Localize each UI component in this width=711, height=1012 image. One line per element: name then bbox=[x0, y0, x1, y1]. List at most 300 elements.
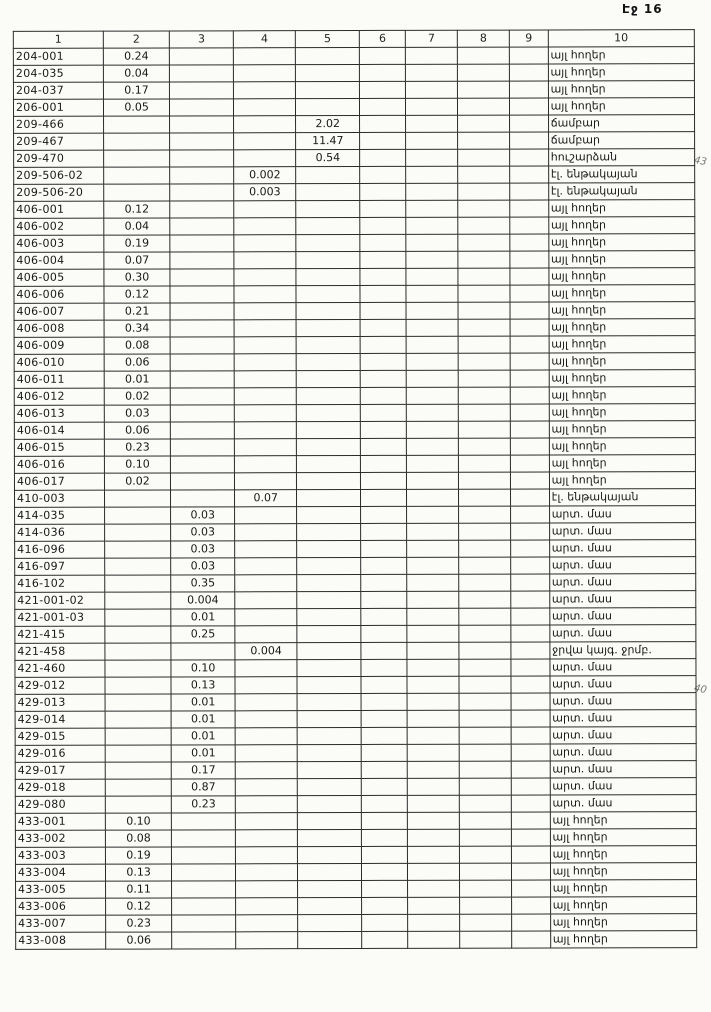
value-cell bbox=[362, 931, 408, 948]
table-row bbox=[14, 268, 695, 287]
code-cell: 204-001 bbox=[13, 48, 103, 65]
value-cell bbox=[103, 133, 170, 150]
value-cell bbox=[105, 626, 172, 643]
category-cell: այլ հողեր bbox=[549, 302, 695, 319]
value-cell bbox=[362, 880, 408, 897]
value-cell bbox=[296, 200, 360, 217]
table-row bbox=[15, 676, 696, 695]
value-cell bbox=[298, 914, 362, 931]
value-cell bbox=[510, 64, 548, 81]
value-cell bbox=[511, 455, 549, 472]
value-cell bbox=[104, 490, 171, 507]
value-cell bbox=[235, 626, 298, 643]
value-cell bbox=[172, 881, 236, 898]
value-cell bbox=[105, 779, 172, 796]
category-cell: արտ. մաս bbox=[550, 693, 696, 710]
value-cell bbox=[104, 558, 171, 575]
value-cell bbox=[235, 796, 298, 813]
value-cell bbox=[359, 98, 405, 115]
value-cell bbox=[296, 166, 360, 183]
value-cell bbox=[234, 150, 297, 167]
category-cell: այլ հողեր bbox=[549, 353, 695, 370]
category-cell: այլ հողեր bbox=[550, 931, 696, 948]
value-cell bbox=[406, 302, 457, 319]
value-cell bbox=[296, 98, 360, 115]
category-cell: այլ հողեր bbox=[550, 829, 696, 846]
value-cell bbox=[459, 693, 511, 710]
value-cell bbox=[408, 812, 459, 829]
value-cell bbox=[298, 727, 362, 744]
category-cell: այլ հողեր bbox=[548, 200, 694, 217]
value-cell bbox=[511, 506, 549, 523]
value-cell bbox=[458, 506, 510, 523]
value-cell: 0.23 bbox=[105, 915, 172, 932]
category-cell: արտ. մաս bbox=[550, 795, 696, 812]
table-row bbox=[14, 251, 695, 270]
value-cell bbox=[234, 524, 297, 541]
category-cell: էլ. ենթակայան bbox=[548, 183, 694, 200]
value-cell bbox=[407, 591, 458, 608]
value-cell bbox=[296, 234, 360, 251]
code-cell: 414-036 bbox=[15, 524, 105, 541]
value-cell bbox=[234, 269, 297, 286]
value-cell: 0.35 bbox=[171, 575, 235, 592]
value-cell bbox=[361, 608, 407, 625]
category-cell: այլ հողեր bbox=[549, 404, 695, 421]
value-cell bbox=[233, 48, 296, 65]
value-cell bbox=[458, 523, 510, 540]
value-cell bbox=[458, 438, 510, 455]
value-cell bbox=[512, 880, 550, 897]
category-cell: արտ. մաս bbox=[549, 557, 695, 574]
value-cell bbox=[406, 47, 457, 64]
value-cell bbox=[407, 438, 458, 455]
table-row bbox=[14, 200, 695, 219]
value-cell bbox=[458, 336, 510, 353]
category-cell: այլ հողեր bbox=[550, 846, 696, 863]
value-cell bbox=[406, 251, 457, 268]
value-cell bbox=[170, 201, 234, 218]
table-row bbox=[15, 642, 696, 661]
value-cell bbox=[408, 846, 459, 863]
value-cell bbox=[407, 642, 458, 659]
column-header: 8 bbox=[457, 30, 509, 47]
value-cell bbox=[235, 592, 298, 609]
code-cell: 433-005 bbox=[16, 881, 106, 898]
value-cell bbox=[235, 745, 298, 762]
code-cell: 406-003 bbox=[14, 235, 104, 252]
value-cell bbox=[298, 846, 362, 863]
value-cell bbox=[170, 252, 234, 269]
code-cell: 406-014 bbox=[14, 422, 104, 439]
value-cell bbox=[298, 931, 362, 948]
value-cell bbox=[511, 523, 549, 540]
table-row bbox=[15, 846, 696, 865]
value-cell bbox=[407, 693, 458, 710]
code-cell: 433-004 bbox=[15, 864, 105, 881]
value-cell bbox=[235, 541, 298, 558]
value-cell: 0.23 bbox=[172, 796, 236, 813]
value-cell bbox=[406, 149, 457, 166]
value-cell bbox=[407, 404, 458, 421]
value-cell: 0.24 bbox=[103, 48, 170, 65]
value-cell bbox=[458, 200, 510, 217]
value-cell bbox=[511, 557, 549, 574]
category-cell: արտ. մաս bbox=[550, 778, 696, 795]
value-cell bbox=[298, 897, 362, 914]
category-cell: այլ հողեր bbox=[549, 387, 695, 404]
code-cell: 209-466 bbox=[14, 116, 104, 133]
value-cell bbox=[360, 166, 406, 183]
table-row bbox=[16, 880, 697, 899]
category-cell: այլ հողեր bbox=[550, 880, 696, 897]
table-row bbox=[14, 353, 695, 372]
value-cell bbox=[361, 829, 407, 846]
value-cell bbox=[297, 642, 361, 659]
value-cell bbox=[235, 813, 298, 830]
value-cell bbox=[297, 557, 361, 574]
value-cell bbox=[510, 353, 548, 370]
table-row bbox=[14, 319, 695, 338]
value-cell bbox=[171, 473, 235, 490]
value-cell bbox=[511, 642, 549, 659]
value-cell bbox=[459, 744, 511, 761]
column-header: 1 bbox=[13, 31, 103, 48]
table-row bbox=[14, 404, 695, 423]
value-cell bbox=[171, 354, 235, 371]
value-cell bbox=[510, 319, 548, 336]
value-cell: 0.01 bbox=[171, 728, 235, 745]
value-cell bbox=[103, 150, 170, 167]
value-cell bbox=[407, 421, 458, 438]
value-cell bbox=[170, 48, 234, 65]
table-row bbox=[15, 863, 696, 882]
value-cell bbox=[234, 286, 297, 303]
value-cell bbox=[360, 455, 406, 472]
value-cell bbox=[361, 846, 407, 863]
value-cell bbox=[170, 65, 234, 82]
value-cell bbox=[457, 47, 509, 64]
value-cell bbox=[510, 336, 548, 353]
code-cell: 429-016 bbox=[15, 745, 105, 762]
code-cell: 429-013 bbox=[15, 694, 105, 711]
value-cell: 0.02 bbox=[104, 473, 171, 490]
value-cell bbox=[510, 115, 548, 132]
category-cell: ճամբար bbox=[548, 132, 694, 149]
value-cell bbox=[407, 472, 458, 489]
category-cell: արտ. մաս bbox=[550, 710, 696, 727]
code-cell: 406-005 bbox=[14, 269, 104, 286]
table-row bbox=[15, 727, 696, 746]
code-cell: 206-001 bbox=[13, 99, 103, 116]
category-cell: այլ հողեր bbox=[548, 217, 694, 234]
value-cell bbox=[297, 591, 361, 608]
value-cell: 0.11 bbox=[105, 881, 172, 898]
value-cell bbox=[170, 320, 234, 337]
value-cell bbox=[105, 643, 172, 660]
code-cell: 421-458 bbox=[15, 643, 105, 660]
value-cell bbox=[361, 591, 407, 608]
value-cell bbox=[234, 235, 297, 252]
table-row bbox=[15, 761, 696, 780]
value-cell bbox=[298, 744, 362, 761]
table-row bbox=[13, 47, 694, 66]
value-cell bbox=[235, 881, 298, 898]
value-cell bbox=[235, 864, 298, 881]
value-cell bbox=[457, 149, 509, 166]
column-header: 7 bbox=[406, 30, 457, 47]
value-cell bbox=[296, 268, 360, 285]
value-cell bbox=[458, 234, 510, 251]
value-cell bbox=[234, 303, 297, 320]
table-header-row bbox=[13, 30, 694, 49]
value-cell bbox=[172, 932, 236, 949]
value-cell bbox=[296, 217, 360, 234]
value-cell bbox=[510, 285, 548, 302]
value-cell: 0.03 bbox=[171, 558, 235, 575]
code-cell: 209-506-02 bbox=[14, 167, 104, 184]
value-cell bbox=[234, 320, 297, 337]
value-cell: 0.10 bbox=[171, 660, 235, 677]
value-cell: 0.03 bbox=[104, 405, 171, 422]
table-row bbox=[14, 132, 695, 151]
value-cell bbox=[360, 302, 406, 319]
category-cell: այլ հողեր bbox=[549, 472, 695, 489]
table-row bbox=[14, 217, 695, 236]
value-cell bbox=[458, 489, 510, 506]
value-cell: 0.06 bbox=[104, 354, 171, 371]
value-cell bbox=[512, 761, 550, 778]
value-cell: 0.13 bbox=[171, 677, 235, 694]
value-cell bbox=[103, 184, 170, 201]
value-cell: 0.05 bbox=[103, 99, 170, 116]
value-cell: 0.19 bbox=[104, 235, 171, 252]
value-cell bbox=[360, 251, 406, 268]
value-cell bbox=[234, 473, 297, 490]
value-cell bbox=[512, 846, 550, 863]
value-cell bbox=[170, 116, 234, 133]
value-cell bbox=[406, 268, 457, 285]
value-cell bbox=[407, 387, 458, 404]
table-row bbox=[15, 608, 696, 627]
value-cell bbox=[170, 184, 234, 201]
table-row bbox=[15, 523, 696, 542]
value-cell bbox=[459, 557, 511, 574]
table-row bbox=[15, 557, 696, 576]
table-row bbox=[16, 931, 697, 950]
value-cell bbox=[297, 319, 361, 336]
value-cell bbox=[236, 915, 299, 932]
value-cell: 0.12 bbox=[104, 201, 171, 218]
code-cell: 406-007 bbox=[14, 303, 104, 320]
value-cell bbox=[171, 405, 235, 422]
table-row bbox=[14, 370, 695, 389]
table-row bbox=[15, 812, 696, 831]
code-cell: 406-002 bbox=[14, 218, 104, 235]
value-cell bbox=[459, 795, 511, 812]
value-cell bbox=[362, 897, 408, 914]
value-cell bbox=[512, 931, 550, 948]
value-cell bbox=[360, 370, 406, 387]
value-cell bbox=[361, 744, 407, 761]
value-cell bbox=[511, 676, 549, 693]
value-cell bbox=[459, 710, 511, 727]
value-cell bbox=[234, 405, 297, 422]
value-cell bbox=[510, 217, 548, 234]
value-cell bbox=[510, 132, 548, 149]
value-cell bbox=[298, 880, 362, 897]
value-cell: 0.07 bbox=[234, 490, 297, 507]
value-cell bbox=[406, 115, 457, 132]
value-cell bbox=[408, 829, 459, 846]
value-cell bbox=[171, 422, 235, 439]
code-cell: 406-001 bbox=[14, 201, 104, 218]
value-cell: 0.30 bbox=[104, 269, 171, 286]
value-cell bbox=[361, 761, 407, 778]
value-cell bbox=[172, 830, 236, 847]
value-cell bbox=[459, 574, 511, 591]
value-cell bbox=[512, 897, 550, 914]
value-cell bbox=[406, 183, 457, 200]
value-cell bbox=[511, 693, 549, 710]
value-cell bbox=[361, 778, 407, 795]
value-cell bbox=[458, 217, 510, 234]
value-cell bbox=[359, 64, 405, 81]
value-cell bbox=[361, 795, 407, 812]
value-cell bbox=[407, 455, 458, 472]
category-cell: արտ. մաս bbox=[549, 591, 695, 608]
value-cell bbox=[459, 914, 511, 931]
table-body bbox=[13, 47, 696, 950]
value-cell bbox=[407, 506, 458, 523]
value-cell bbox=[104, 541, 171, 558]
table-row bbox=[13, 98, 694, 117]
value-cell bbox=[105, 711, 172, 728]
value-cell bbox=[297, 438, 361, 455]
value-cell bbox=[361, 863, 407, 880]
category-cell: այլ հողեր bbox=[549, 421, 695, 438]
category-cell: այլ հողեր bbox=[549, 370, 695, 387]
value-cell bbox=[171, 456, 235, 473]
value-cell: 0.02 bbox=[104, 388, 171, 405]
value-cell bbox=[171, 490, 235, 507]
category-cell: արտ. մաս bbox=[549, 625, 695, 642]
value-cell bbox=[360, 387, 406, 404]
value-cell bbox=[511, 659, 549, 676]
value-cell bbox=[104, 507, 171, 524]
table-row bbox=[15, 489, 696, 508]
value-cell bbox=[234, 422, 297, 439]
value-cell bbox=[361, 506, 407, 523]
value-cell bbox=[406, 132, 457, 149]
value-cell bbox=[510, 81, 548, 98]
value-cell bbox=[408, 795, 459, 812]
code-cell: 416-097 bbox=[15, 558, 105, 575]
value-cell bbox=[407, 608, 458, 625]
value-cell bbox=[297, 523, 361, 540]
value-cell bbox=[296, 302, 360, 319]
value-cell bbox=[511, 438, 549, 455]
value-cell bbox=[459, 778, 511, 795]
value-cell bbox=[407, 489, 458, 506]
column-header: 2 bbox=[103, 31, 170, 48]
value-cell bbox=[407, 370, 458, 387]
value-cell bbox=[105, 609, 172, 626]
value-cell bbox=[298, 863, 362, 880]
value-cell bbox=[360, 149, 406, 166]
value-cell bbox=[408, 761, 459, 778]
value-cell bbox=[510, 251, 548, 268]
value-cell bbox=[235, 711, 298, 728]
value-cell bbox=[170, 235, 234, 252]
value-cell bbox=[459, 897, 511, 914]
value-cell bbox=[296, 183, 360, 200]
value-cell bbox=[360, 183, 406, 200]
value-cell bbox=[297, 336, 361, 353]
value-cell bbox=[170, 82, 234, 99]
value-cell bbox=[105, 745, 172, 762]
table-row bbox=[15, 744, 696, 763]
value-cell bbox=[360, 234, 406, 251]
page-number-label: Էջ 16 bbox=[622, 2, 663, 16]
code-cell: 433-006 bbox=[16, 898, 106, 915]
value-cell bbox=[459, 676, 511, 693]
value-cell bbox=[234, 456, 297, 473]
handwritten-margin-annotation: 43 bbox=[693, 154, 708, 169]
table-row bbox=[14, 472, 695, 491]
value-cell: 0.01 bbox=[171, 694, 235, 711]
value-cell bbox=[458, 455, 510, 472]
value-cell bbox=[510, 200, 548, 217]
code-cell: 429-018 bbox=[15, 779, 105, 796]
value-cell: 0.12 bbox=[104, 286, 171, 303]
value-cell bbox=[407, 523, 458, 540]
code-cell: 209-506-20 bbox=[14, 184, 104, 201]
value-cell: 0.03 bbox=[171, 507, 235, 524]
value-cell: 0.01 bbox=[171, 609, 235, 626]
value-cell bbox=[359, 81, 405, 98]
value-cell bbox=[296, 285, 360, 302]
value-cell bbox=[408, 744, 459, 761]
value-cell bbox=[406, 81, 457, 98]
code-cell: 429-012 bbox=[15, 677, 105, 694]
value-cell bbox=[458, 319, 510, 336]
value-cell: 0.004 bbox=[171, 592, 235, 609]
value-cell bbox=[297, 421, 361, 438]
value-cell bbox=[172, 813, 236, 830]
value-cell: 0.08 bbox=[104, 337, 171, 354]
value-cell bbox=[234, 507, 297, 524]
category-cell: այլ հողեր bbox=[548, 234, 694, 251]
value-cell bbox=[361, 625, 407, 642]
value-cell bbox=[234, 218, 297, 235]
value-cell bbox=[170, 337, 234, 354]
value-cell bbox=[297, 370, 361, 387]
value-cell: 0.10 bbox=[105, 813, 172, 830]
value-cell bbox=[511, 574, 549, 591]
value-cell bbox=[511, 710, 549, 727]
category-cell: արտ. մաս bbox=[550, 676, 696, 693]
value-cell bbox=[360, 200, 406, 217]
value-cell bbox=[458, 285, 510, 302]
category-cell: այլ հողեր bbox=[550, 863, 696, 880]
value-cell bbox=[233, 82, 296, 99]
value-cell bbox=[235, 609, 298, 626]
value-cell bbox=[170, 218, 234, 235]
value-cell: 0.06 bbox=[105, 932, 172, 949]
code-cell: 406-008 bbox=[14, 320, 104, 337]
value-cell bbox=[297, 693, 361, 710]
